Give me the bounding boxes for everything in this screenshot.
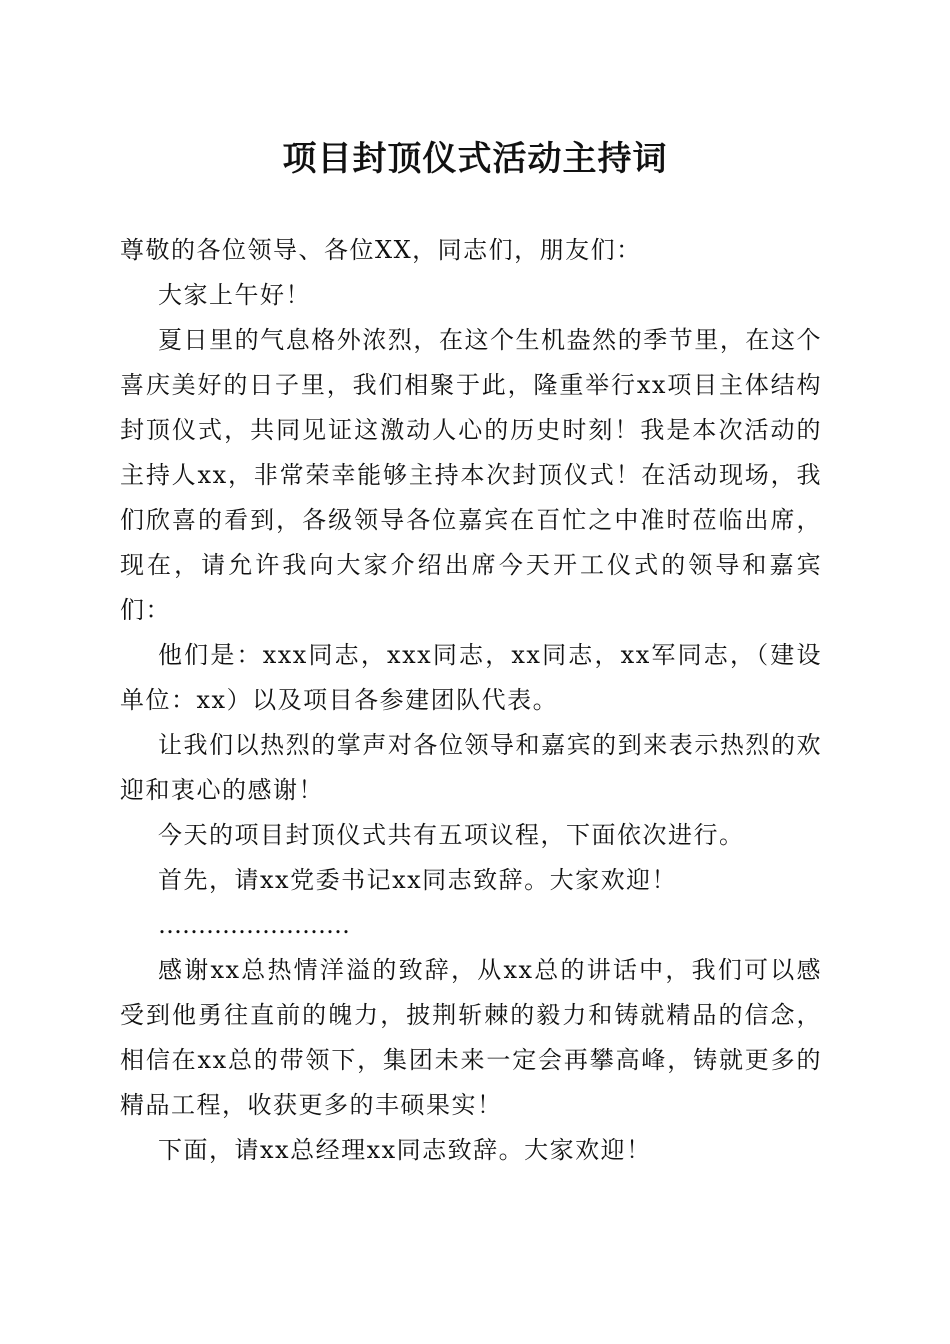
- paragraph-agenda: 今天的项目封顶仪式共有五项议程，下面依次进行。: [158, 821, 745, 849]
- ellipsis-separator: ……………………: [158, 911, 350, 939]
- paragraph-first-speech: 首先，请xx党委书记xx同志致辞。大家欢迎！: [158, 866, 678, 894]
- paragraph-next-speech: 下面，请xx总经理xx同志致辞。大家欢迎！: [158, 1136, 652, 1164]
- paragraph-greeting: 大家上午好！: [158, 281, 311, 309]
- paragraph-opening: 夏日里的气息格外浓烈，在这个生机盎然的季节里，在这个喜庆美好的日子里，我们相聚于此，隆重举行xx项目主体结构封顶仪式，共同见证这激动人心的历史时刻！我是本次活动的主持人xx，非常荣幸能够主持本次封顶仪式！在活动现场，我们欣喜的看到，各级领导各位嘉宾在百忙之中准时莅临出席，现在，请允许我向大家介绍出席今天开工仪式的领导和嘉宾们：: [120, 326, 822, 624]
- document-body: [120, 228, 822, 1173]
- paragraph-guests: 他们是：xxx同志，xxx同志，xx同志，xx军同志，（建设单位：xx）以及项目各参建团队代表。: [120, 641, 822, 714]
- document-title: 项目封顶仪式活动主持词: [282, 139, 668, 179]
- paragraph-thanks: 感谢xx总热情洋溢的致辞，从xx总的讲话中，我们可以感受到他勇往直前的魄力，披荆斩棘的毅力和铸就精品的信念，相信在xx总的带领下，集团未来一定会再攀高峰，铸就更多的精品工程，收获更多的丰硕果实！: [120, 956, 822, 1119]
- paragraph-welcome: 让我们以热烈的掌声对各位领导和嘉宾的到来表示热烈的欢迎和衷心的感谢！: [120, 731, 822, 804]
- salutation: 尊敬的各位领导、各位XX，同志们，朋友们：: [120, 236, 642, 264]
